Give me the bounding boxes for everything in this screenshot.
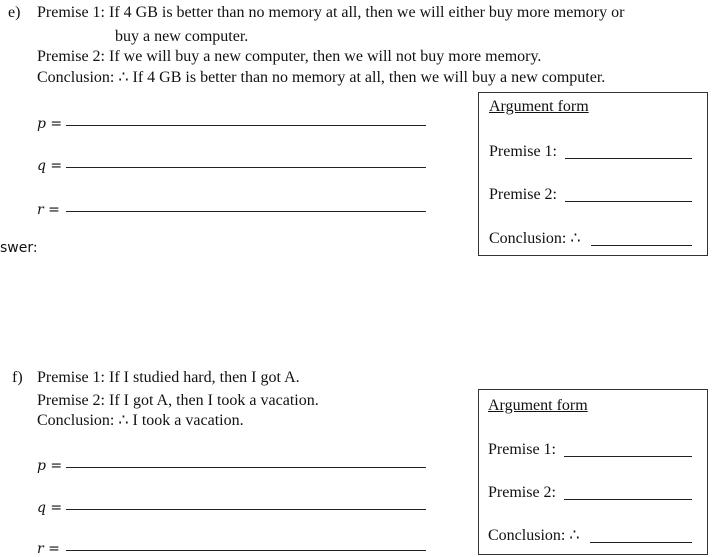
part-f-af-premise1: Premise 1:	[488, 441, 556, 458]
part-e-premise1-line1: Premise 1: If 4 GB is better than no memory at all, then we will either buy more memory or	[37, 4, 625, 21]
part-f-af-conclusion-blank[interactable]	[590, 542, 692, 543]
part-f-conclusion: Conclusion: ∴ I took a vacation.	[37, 412, 244, 429]
part-e-conclusion: Conclusion: ∴ If 4 GB is better than no memory at all, then we will buy a new computer.	[37, 69, 606, 86]
part-e-premise2: Premise 2: If we will buy a new computer, then we will not buy more memory.	[37, 48, 542, 65]
part-f-af-conclusion: Conclusion: ∴	[488, 527, 580, 544]
part-f-var-p: p =	[37, 458, 63, 474]
part-f-q-answer-line[interactable]	[66, 509, 426, 510]
part-f-p-answer-line[interactable]	[66, 467, 426, 468]
part-e-q-answer-line[interactable]	[66, 167, 426, 168]
part-e-r-answer-line[interactable]	[66, 211, 426, 212]
part-e-var-p: p =	[37, 116, 63, 132]
part-e-af-premise2-blank[interactable]	[565, 201, 692, 202]
part-f-r-answer-line[interactable]	[66, 550, 426, 551]
part-f-af-premise1-blank[interactable]	[564, 456, 692, 457]
part-f-premise1: Premise 1: If I studied hard, then I got A.	[37, 369, 300, 386]
part-f-var-r: r =	[37, 541, 60, 557]
part-e-af-premise1-blank[interactable]	[565, 158, 692, 159]
part-e-argument-form-title: Argument form	[489, 98, 589, 115]
part-f-af-premise2-blank[interactable]	[564, 499, 692, 500]
part-e-af-premise2: Premise 2:	[489, 186, 557, 203]
part-e-p-answer-line[interactable]	[66, 125, 426, 126]
part-e-var-q: q =	[37, 158, 63, 174]
part-f-argument-form-box	[478, 389, 708, 555]
part-f-label: f)	[12, 369, 23, 386]
part-e-var-r: r =	[37, 202, 60, 218]
part-e-af-conclusion: Conclusion: ∴	[489, 230, 581, 247]
part-f-af-premise2: Premise 2:	[488, 484, 556, 501]
part-e-af-conclusion-blank[interactable]	[591, 245, 692, 246]
answer-label: swer:	[0, 240, 38, 256]
part-f-var-q: q =	[37, 500, 63, 516]
part-f-argument-form-title: Argument form	[488, 397, 588, 414]
part-e-premise1-line2: buy a new computer.	[115, 28, 249, 45]
part-e-label: e)	[8, 4, 21, 21]
part-e-argument-form-box	[478, 92, 708, 256]
part-e-af-premise1: Premise 1:	[489, 143, 557, 160]
part-f-premise2: Premise 2: If I got A, then I took a vacation.	[37, 392, 319, 409]
